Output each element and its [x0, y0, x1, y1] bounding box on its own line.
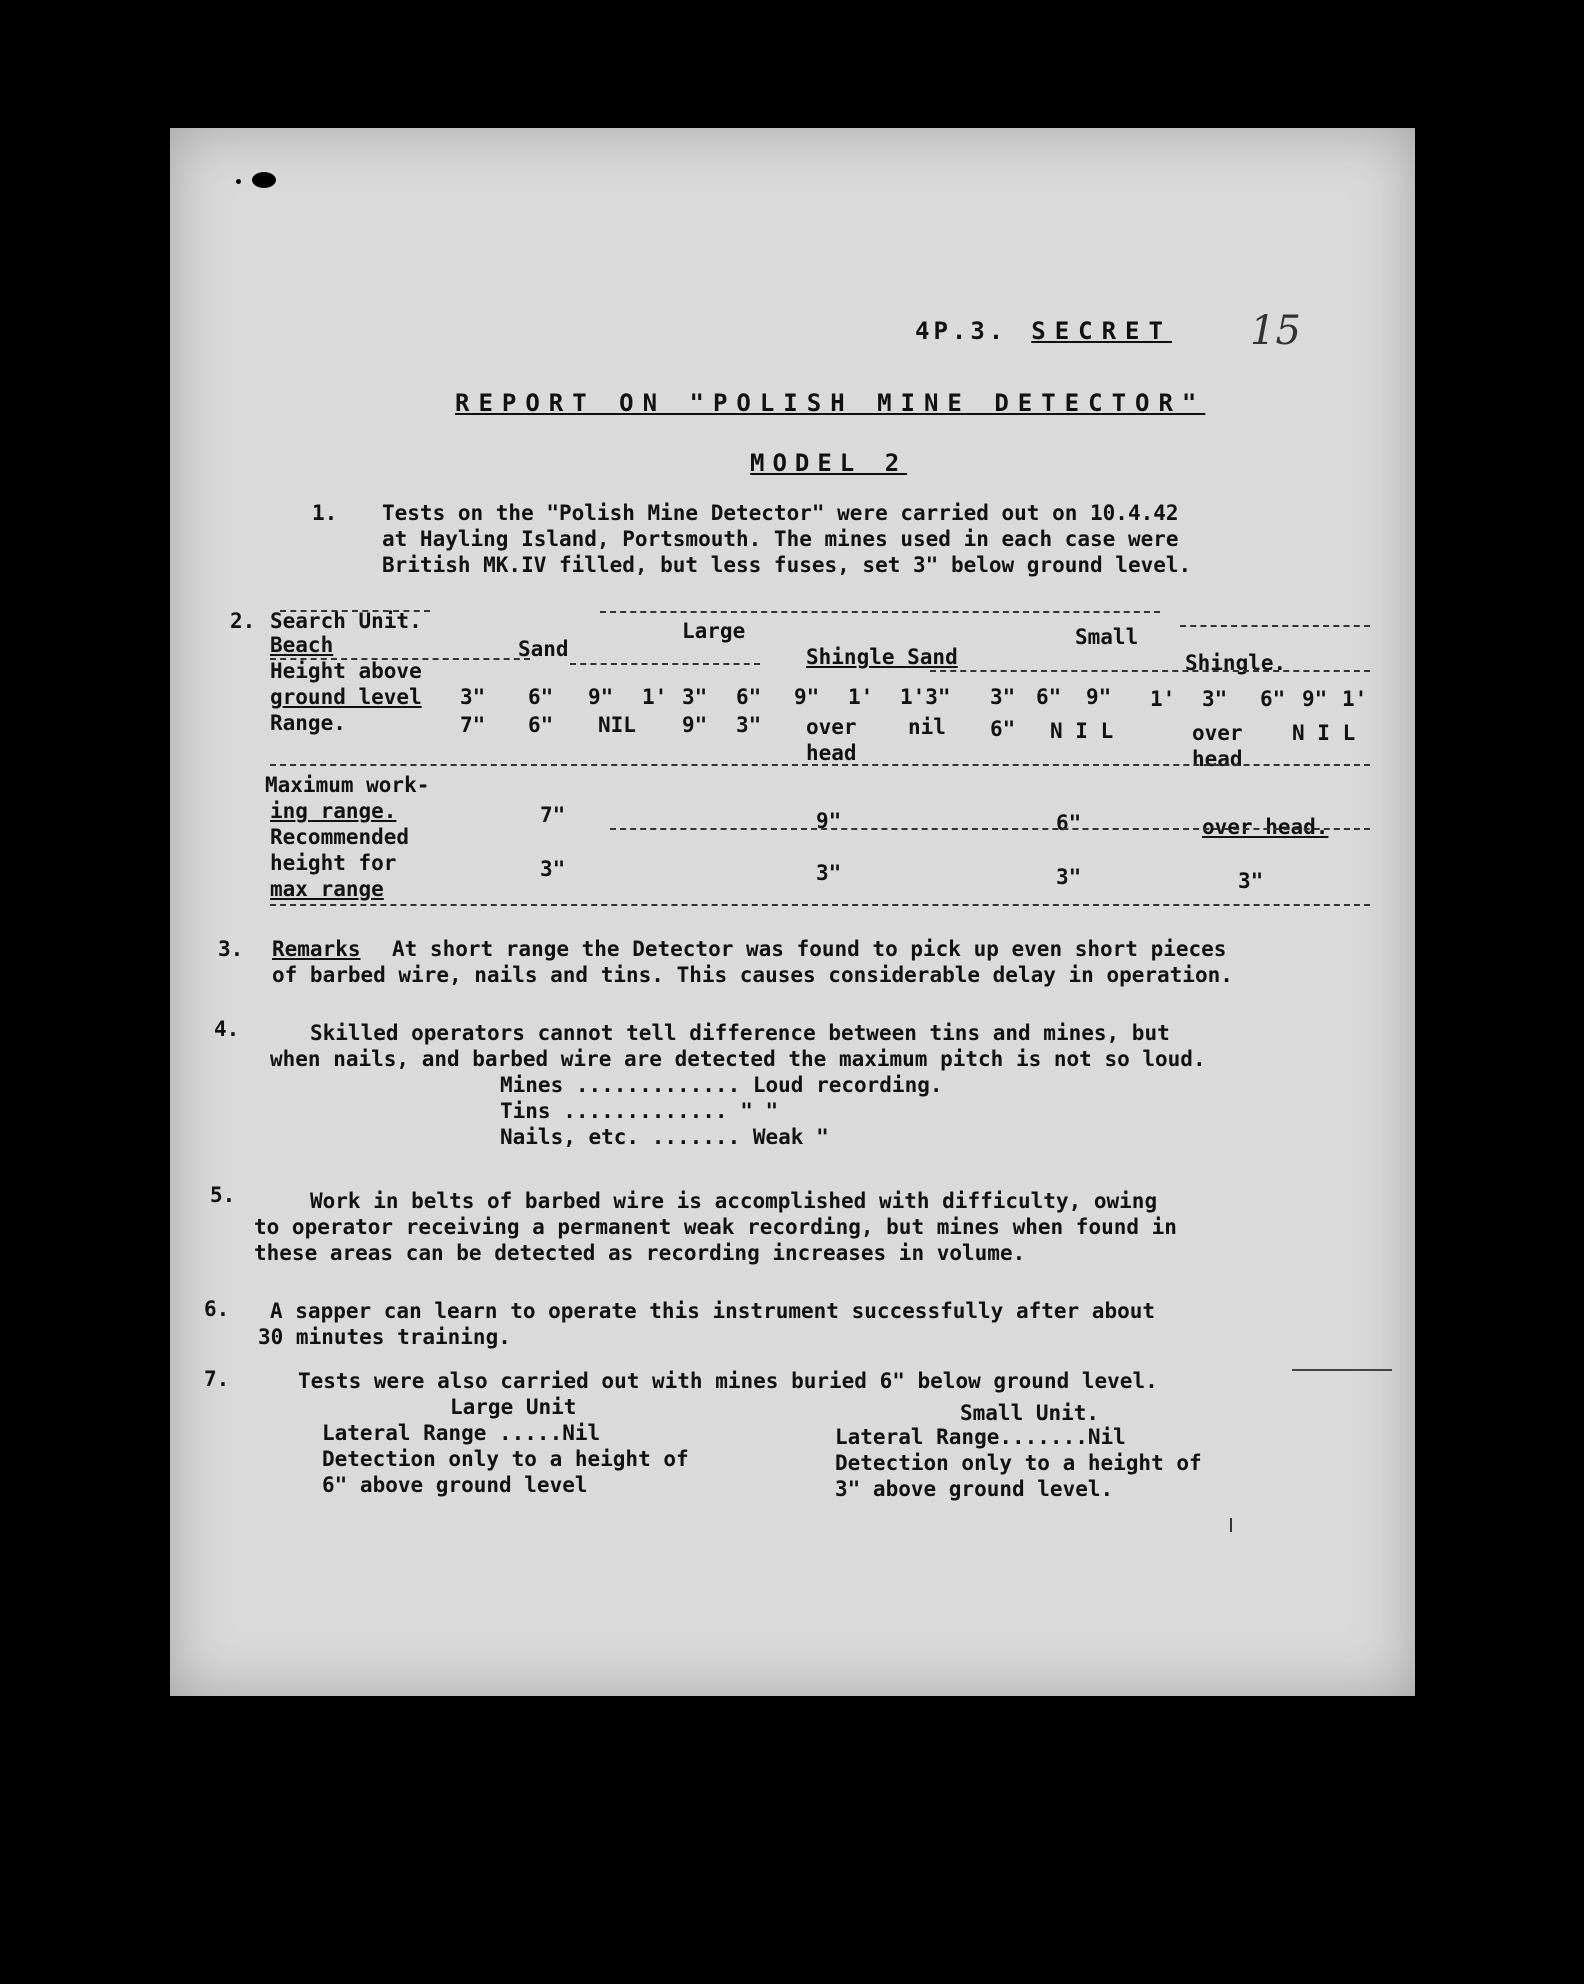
- range-cell: 6": [528, 713, 554, 737]
- recommended-label: max range: [270, 877, 384, 901]
- para-1-line: British MK.IV filled, but less fuses, set 3" below ground level.: [382, 553, 1192, 577]
- large-unit-line: Detection only to a height of: [322, 1447, 689, 1471]
- range-cell: NIL: [598, 713, 636, 737]
- height-cell: 3": [1202, 687, 1228, 711]
- para-4-list-item: Nails, etc. ....... Weak ": [500, 1125, 829, 1149]
- height-cell: 9": [1302, 687, 1328, 711]
- range-cell: 7": [460, 713, 486, 737]
- table-rule: [1180, 625, 1370, 627]
- table-rule: [600, 611, 1160, 613]
- max-range-cell: 6": [1056, 811, 1082, 835]
- height-cell: 6": [1036, 685, 1062, 709]
- table-rule: [270, 904, 1370, 906]
- height-cell: 6": [528, 685, 554, 709]
- height-label: Height above: [270, 659, 422, 683]
- height-cell: 6": [1260, 687, 1286, 711]
- para-6-line: 30 minutes training.: [258, 1325, 511, 1349]
- beach-label: Beach: [270, 633, 334, 657]
- height-cell: 9": [1086, 685, 1112, 709]
- para-5-line: Work in belts of barbed wire is accomplished with difficulty, owing: [310, 1189, 1158, 1213]
- small-unit-line: Detection only to a height of: [835, 1451, 1202, 1475]
- para-2-number: 2.: [230, 609, 256, 633]
- para-5-line: these areas can be detected as recording increases in volume.: [254, 1241, 1026, 1265]
- para-6-number: 6.: [204, 1297, 230, 1321]
- height-cell: 3": [990, 685, 1016, 709]
- recommended-cell: 3": [1056, 865, 1082, 889]
- range-cell: head: [1192, 747, 1243, 771]
- sand-header: Sand: [518, 637, 569, 661]
- reference-number: 4P.3.: [915, 317, 1008, 345]
- header-ref: [915, 318, 1172, 344]
- shingle-sand-header: Shingle Sand: [806, 645, 958, 669]
- recommended-cell: 3": [540, 857, 566, 881]
- classification-label: SECRET: [1031, 317, 1172, 345]
- para-4-list-item: Tins ............. " ": [500, 1099, 779, 1123]
- para-7-number: 7.: [204, 1367, 230, 1391]
- height-label: ground level: [270, 685, 422, 709]
- large-header: Large: [682, 619, 746, 643]
- para-1-line: Tests on the "Polish Mine Detector" were carried out on 10.4.42: [382, 501, 1179, 525]
- table-rule: [280, 610, 430, 612]
- para-5-line: to operator receiving a permanent weak recording, but mines when found in: [254, 1215, 1177, 1239]
- max-range-cell: 9": [816, 809, 842, 833]
- para-3-line: At short range the Detector was found to pick up even short pieces: [392, 937, 1227, 961]
- recommended-cell: 3": [1238, 869, 1264, 893]
- para-6-line: A sapper can learn to operate this instrument successfully after about: [270, 1299, 1156, 1323]
- table-rule: [270, 764, 1370, 766]
- para-3-line: of barbed wire, nails and tins. This causes considerable delay in operation.: [272, 963, 1233, 987]
- para-4-line: Skilled operators cannot tell difference between tins and mines, but: [310, 1021, 1170, 1045]
- margin-rule: [1292, 1369, 1392, 1371]
- range-cell: N I L: [1292, 721, 1356, 745]
- search-unit-label: Search Unit.: [270, 609, 422, 633]
- para-7-line: Tests were also carried out with mines buried 6" below ground level.: [298, 1369, 1158, 1393]
- height-cell: 9": [588, 685, 614, 709]
- height-cell: 9": [794, 685, 820, 709]
- max-range-label: Maximum work-: [265, 773, 430, 797]
- range-cell: nil: [908, 715, 946, 739]
- para-3-number: 3.: [218, 937, 244, 961]
- shingle-header: Shingle.: [1185, 651, 1287, 675]
- range-label: Range.: [270, 711, 346, 735]
- recommended-label: height for: [270, 851, 397, 875]
- range-cell: 3": [736, 713, 762, 737]
- small-unit-heading: Small Unit.: [960, 1401, 1100, 1425]
- large-unit-line: 6" above ground level: [322, 1473, 588, 1497]
- small-header: Small: [1075, 625, 1139, 649]
- document-page: [170, 128, 1415, 1696]
- height-cell: 1': [1342, 687, 1368, 711]
- ink-dot: [236, 179, 241, 184]
- stray-pen-mark: [1230, 1518, 1232, 1532]
- height-cell: 3": [460, 685, 486, 709]
- para-4-list-item: Mines ............. Loud recording.: [500, 1073, 943, 1097]
- range-cell: over: [1192, 721, 1243, 745]
- table-rule: [930, 670, 1370, 672]
- height-cell: 6": [736, 685, 762, 709]
- document-subtitle: MODEL 2: [750, 449, 908, 477]
- height-cell: 3": [682, 685, 708, 709]
- large-unit-heading: Large Unit: [450, 1395, 577, 1419]
- ink-blot: [252, 172, 276, 188]
- para-5-number: 5.: [210, 1183, 236, 1207]
- small-unit-line: 3" above ground level.: [835, 1477, 1114, 1501]
- max-range-label: ing range.: [270, 799, 397, 823]
- large-unit-line: Lateral Range .....Nil: [322, 1421, 601, 1445]
- recommended-cell: 3": [816, 861, 842, 885]
- small-unit-line: Lateral Range.......Nil: [835, 1425, 1126, 1449]
- range-cell: over: [806, 715, 857, 739]
- para-4-line: when nails, and barbed wire are detected the maximum pitch is not so loud.: [270, 1047, 1206, 1071]
- range-cell: 9": [682, 713, 708, 737]
- range-cell: 6": [990, 717, 1016, 741]
- table-rule: [610, 828, 1370, 830]
- para-4-number: 4.: [214, 1017, 240, 1041]
- recommended-label: Recommended: [270, 825, 410, 849]
- height-cell: 1': [1150, 687, 1176, 711]
- handwritten-page-number: 15: [1250, 308, 1301, 354]
- height-cell: 1': [642, 685, 668, 709]
- height-cell: 1': [848, 685, 874, 709]
- para-1-line: at Hayling Island, Portsmouth. The mines used in each case were: [382, 527, 1179, 551]
- table-rule: [570, 663, 760, 665]
- max-range-cell: 7": [540, 803, 566, 827]
- remarks-label: Remarks: [272, 937, 361, 961]
- para-1-number: 1.: [312, 501, 338, 525]
- height-cell: 1'3": [900, 685, 951, 709]
- max-range-cell: over head.: [1202, 815, 1329, 839]
- document-title: REPORT ON "POLISH MINE DETECTOR": [455, 389, 1206, 417]
- range-cell: N I L: [1050, 719, 1114, 743]
- range-cell: head: [806, 741, 857, 765]
